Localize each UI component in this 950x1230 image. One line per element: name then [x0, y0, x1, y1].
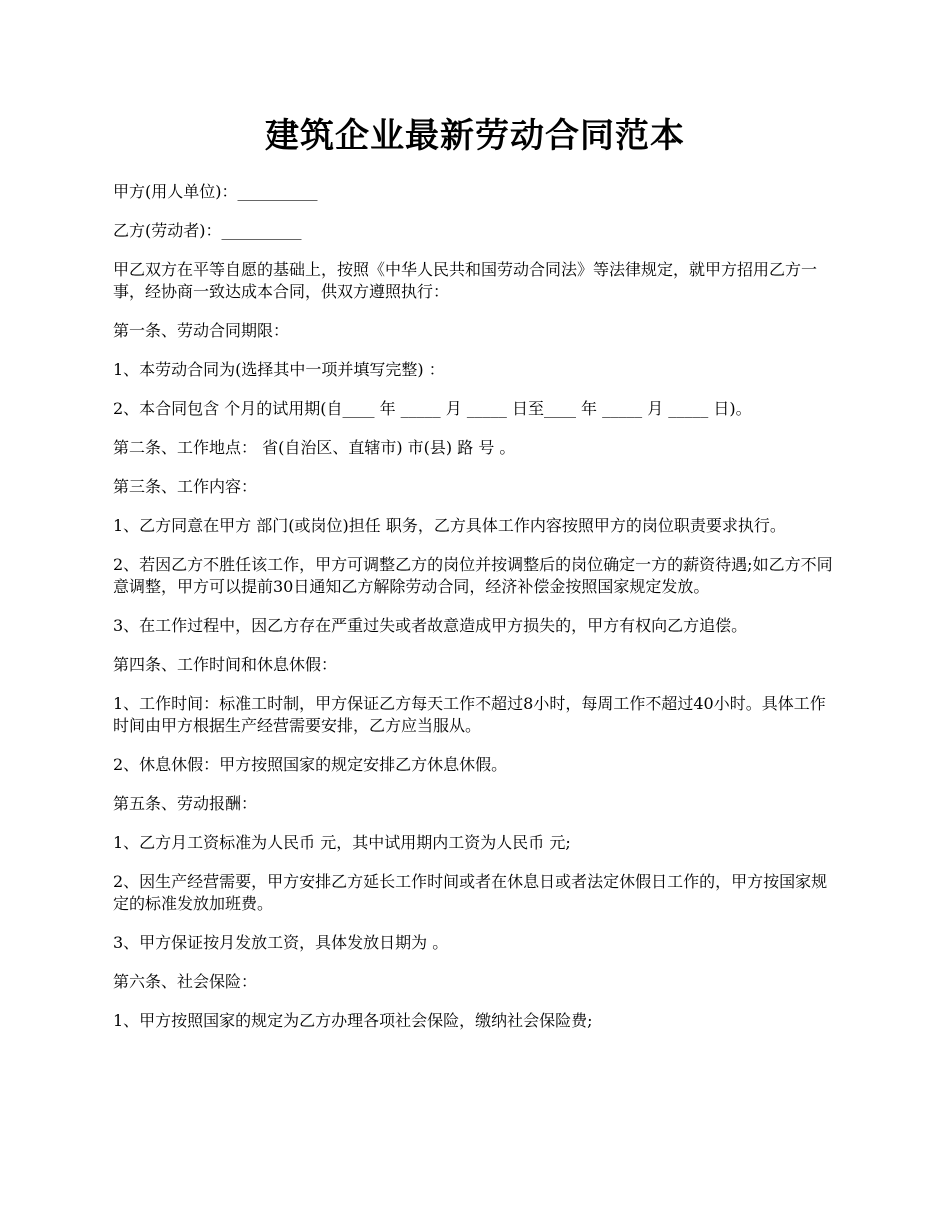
document-body: [113, 181, 839, 1049]
paragraph: 2、休息休假：甲方按照国家的规定安排乙方休息休假。: [113, 755, 508, 774]
paragraph: 3、在工作过程中，因乙方存在严重过失或者故意造成甲方损失的，甲方有权向乙方追偿。: [113, 616, 748, 635]
paragraph: 2、本合同包含 个月的试用期(自____ 年 _____ 月 _____ 日至____ 年 _____ 月 _____ 日)。: [113, 399, 752, 418]
paragraph: 1、本劳动合同为(选择其中一项并填写完整) ：: [113, 360, 445, 379]
paragraph: 1、乙方同意在甲方 部门(或岗位)担任 职务，乙方具体工作内容按照甲方的岗位职责要求执行。: [113, 516, 786, 535]
paragraph: 1、乙方月工资标准为人民币 元，其中试用期内工资为人民币 元;: [113, 833, 571, 852]
paragraph: 2、因生产经营需要，甲方安排乙方延长工作时间或者在休息日或者法定休假日工作的，甲方按国家规定的标准发放加班费。: [113, 872, 828, 913]
paragraph-preamble: 甲乙双方在平等自愿的基础上，按照《中华人民共和国劳动合同法》等法律规定，就甲方招用乙方一事，经协商一致达成本合同，供双方遵照执行：: [113, 260, 818, 301]
paragraph: 3、甲方保证按月发放工资，具体发放日期为 。: [113, 933, 449, 952]
paragraph: 1、工作时间：标准工时制，甲方保证乙方每天工作不超过8小时，每周工作不超过40小时。具体工作时间由甲方根据生产经营需要安排，乙方应当服从。: [113, 694, 826, 735]
section-heading-6: 第六条、社会保险：: [113, 972, 258, 991]
section-heading-3: 第三条、工作内容：: [113, 477, 258, 496]
section-heading-4: 第四条、工作时间和休息休假：: [113, 655, 338, 674]
section-heading-2: 第二条、工作地点： 省(自治区、直辖市) 市(县) 路 号 。: [113, 438, 516, 457]
paragraph-party-b: 乙方(劳动者)：__________: [113, 221, 302, 240]
paragraph: 1、甲方按照国家的规定为乙方办理各项社会保险，缴纳社会保险费;: [113, 1011, 593, 1030]
paragraph-party-a: 甲方(用人单位)：__________: [113, 182, 318, 201]
section-heading-5: 第五条、劳动报酬：: [113, 794, 258, 813]
paragraph: 2、若因乙方不胜任该工作，甲方可调整乙方的岗位并按调整后的岗位确定一方的薪资待遇;如乙方不同意调整，甲方可以提前30日通知乙方解除劳动合同，经济补偿金按照国家规定发放。: [113, 555, 833, 596]
section-heading-1: 第一条、劳动合同期限：: [113, 321, 290, 340]
document-title: 建筑企业最新劳动合同范本: [265, 116, 685, 156]
